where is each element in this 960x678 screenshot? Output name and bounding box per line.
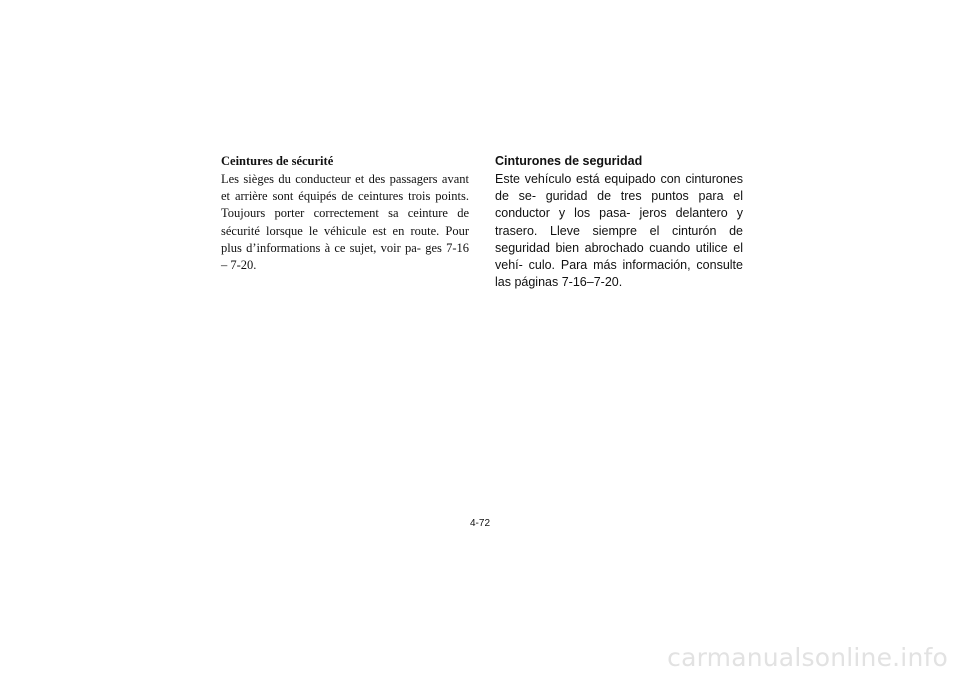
- french-line: ges 7-16 – 7-20.: [221, 240, 470, 273]
- spanish-line: guridad de tres puntos para el conductor y los pasa-: [495, 189, 743, 221]
- french-line: sont équipés de ceintures trois points. Toujours porter: [221, 189, 469, 221]
- french-line: est en route. Pour plus d’informations à ce sujet, voir pa-: [221, 223, 470, 255]
- french-paragraph: [221, 171, 469, 274]
- french-line: Les sièges du conducteur et des passagers avant et arrière: [221, 172, 469, 204]
- spanish-line: jeros delantero y trasero. Lleve siempre el cinturón: [495, 206, 743, 238]
- spanish-line: culo. Para más información, consulte las páginas: [495, 258, 743, 290]
- french-heading: Ceintures de sécurité: [221, 154, 334, 168]
- spanish-line: Este vehículo está equipado con cinturones de se-: [495, 172, 743, 204]
- spanish-paragraph: [495, 171, 743, 291]
- spanish-line: 7-16–7-20.: [561, 275, 623, 290]
- spanish-column: [495, 153, 743, 291]
- page-number: 4-72: [469, 518, 490, 529]
- spanish-heading: Cinturones de seguridad: [495, 154, 643, 168]
- french-column: [221, 153, 469, 274]
- watermark: carmanualsonline.info: [667, 643, 948, 672]
- french-line: correctement sa ceinture de sécurité lorsque le véhicule: [221, 206, 470, 238]
- spanish-line: de seguridad bien abrochado cuando utilice el vehí-: [495, 223, 743, 273]
